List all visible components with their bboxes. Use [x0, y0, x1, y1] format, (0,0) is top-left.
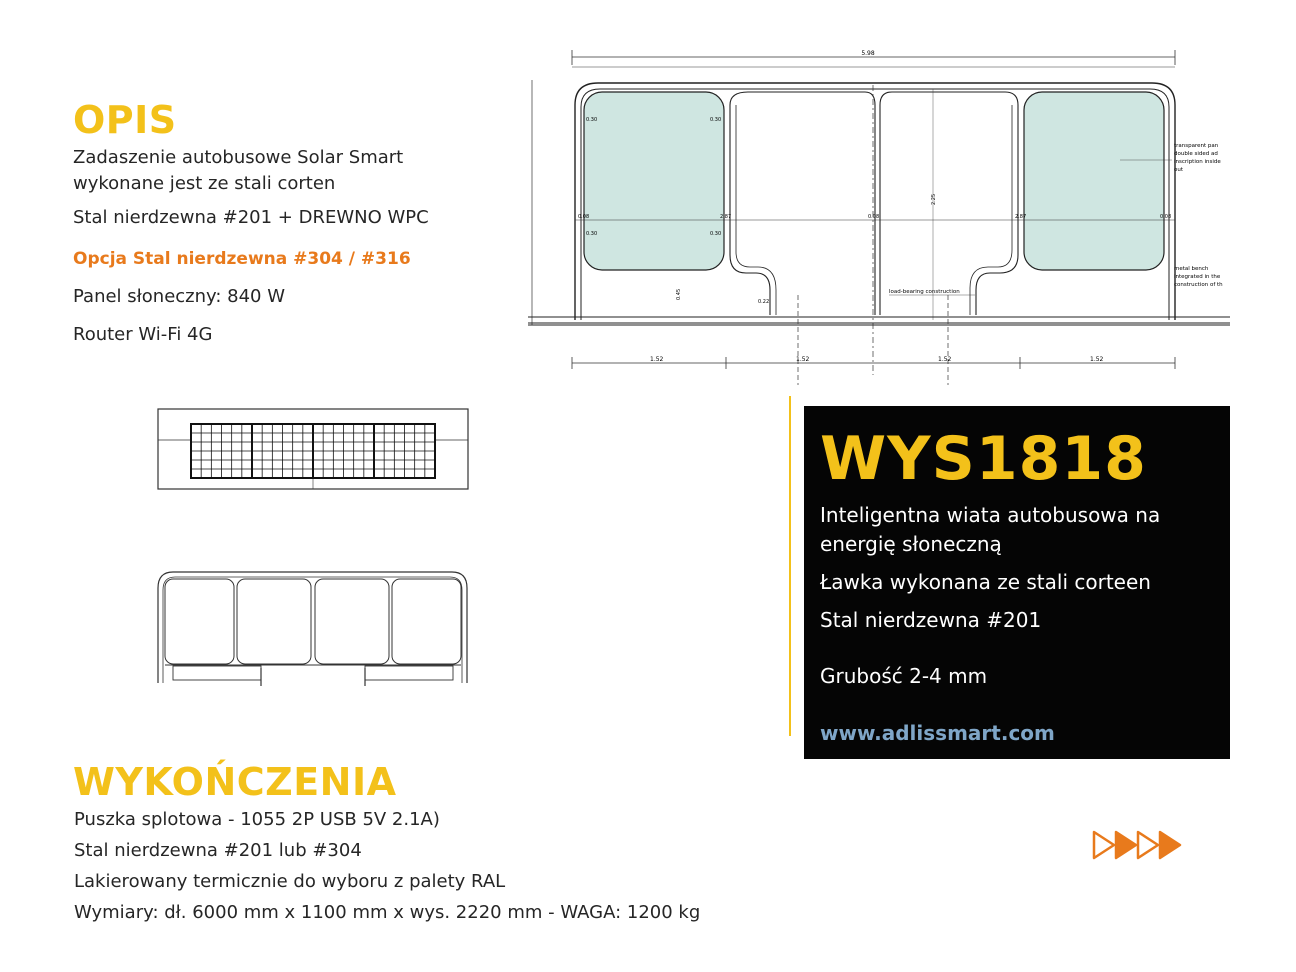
- wykonczenia-heading: WYKOŃCZENIA: [73, 760, 397, 804]
- finish-item: Lakierowany termicznie do wyboru z palety RAL: [74, 871, 506, 892]
- svg-text:metal bench: metal bench: [1174, 266, 1209, 272]
- svg-text:transparent pan: transparent pan: [1174, 143, 1219, 149]
- model-title: WYS1818: [820, 424, 1147, 494]
- top-dimension: 5.98: [861, 50, 875, 57]
- svg-text:0.30: 0.30: [586, 231, 598, 237]
- svg-text:1.52: 1.52: [938, 356, 952, 363]
- svg-text:1.52: 1.52: [1090, 356, 1104, 363]
- svg-text:2.87: 2.87: [720, 214, 732, 220]
- svg-text:2.87: 2.87: [1015, 214, 1027, 220]
- steel-info: Stal nierdzewna #201: [820, 608, 1042, 632]
- finish-item: Wymiary: dł. 6000 mm x 1100 mm x wys. 2220 mm - WAGA: 1200 kg: [74, 902, 701, 923]
- opis-solar-panel: Panel słoneczny: 840 W: [73, 286, 286, 307]
- bench-info: Ławka wykonana ze stali corteen: [820, 570, 1151, 594]
- opis-description: Zadaszenie autobusowe Solar Smart wykonane jest ze stali corten: [73, 147, 404, 194]
- website-link[interactable]: www.adlissmart.com: [820, 721, 1055, 745]
- top-view-drawing: [155, 405, 473, 495]
- svg-text:0.30: 0.30: [710, 117, 722, 123]
- svg-text:0.22: 0.22: [758, 299, 770, 305]
- svg-text:0.45: 0.45: [676, 288, 682, 300]
- opis-option: Opcja Stal nierdzewna #304 / #316: [73, 249, 411, 269]
- svg-text:inscription inside: inscription inside: [1174, 159, 1221, 165]
- opis-router: Router Wi-Fi 4G: [73, 324, 213, 345]
- model-description: Inteligentna wiata autobusowa na energię słoneczną: [820, 503, 1161, 556]
- solar-panel-grid: [191, 424, 435, 478]
- svg-text:0.08: 0.08: [1160, 214, 1172, 220]
- finish-item: Stal nierdzewna #201 lub #304: [74, 840, 362, 861]
- svg-text:integrated in the: integrated in the: [1174, 274, 1221, 280]
- opis-heading: OPIS: [73, 98, 177, 142]
- front-elevation-drawing: [520, 45, 1240, 390]
- play-arrows-icon: [1092, 830, 1184, 860]
- svg-text:out: out: [1174, 167, 1184, 173]
- svg-text:construction of th: construction of th: [1174, 282, 1223, 288]
- opis-material: Stal nierdzewna #201 + DREWNO WPC: [73, 207, 429, 228]
- svg-text:double sided ad: double sided ad: [1174, 151, 1218, 157]
- finish-item: Puszka splotowa - 1055 2P USB 5V 2.1A): [74, 809, 440, 830]
- svg-text:1.52: 1.52: [650, 356, 664, 363]
- svg-text:load-bearing construction: load-bearing construction: [889, 289, 960, 295]
- svg-text:0.30: 0.30: [586, 117, 598, 123]
- info-box: [804, 406, 1230, 759]
- svg-text:0.08: 0.08: [868, 214, 880, 220]
- accent-divider: [789, 396, 791, 736]
- svg-text:0.08: 0.08: [578, 214, 590, 220]
- svg-text:0.30: 0.30: [710, 231, 722, 237]
- svg-text:2.25: 2.25: [931, 193, 937, 205]
- side-elevation-drawing: [155, 568, 473, 690]
- svg-text:1.52: 1.52: [796, 356, 810, 363]
- thickness-info: Grubość 2-4 mm: [820, 664, 988, 688]
